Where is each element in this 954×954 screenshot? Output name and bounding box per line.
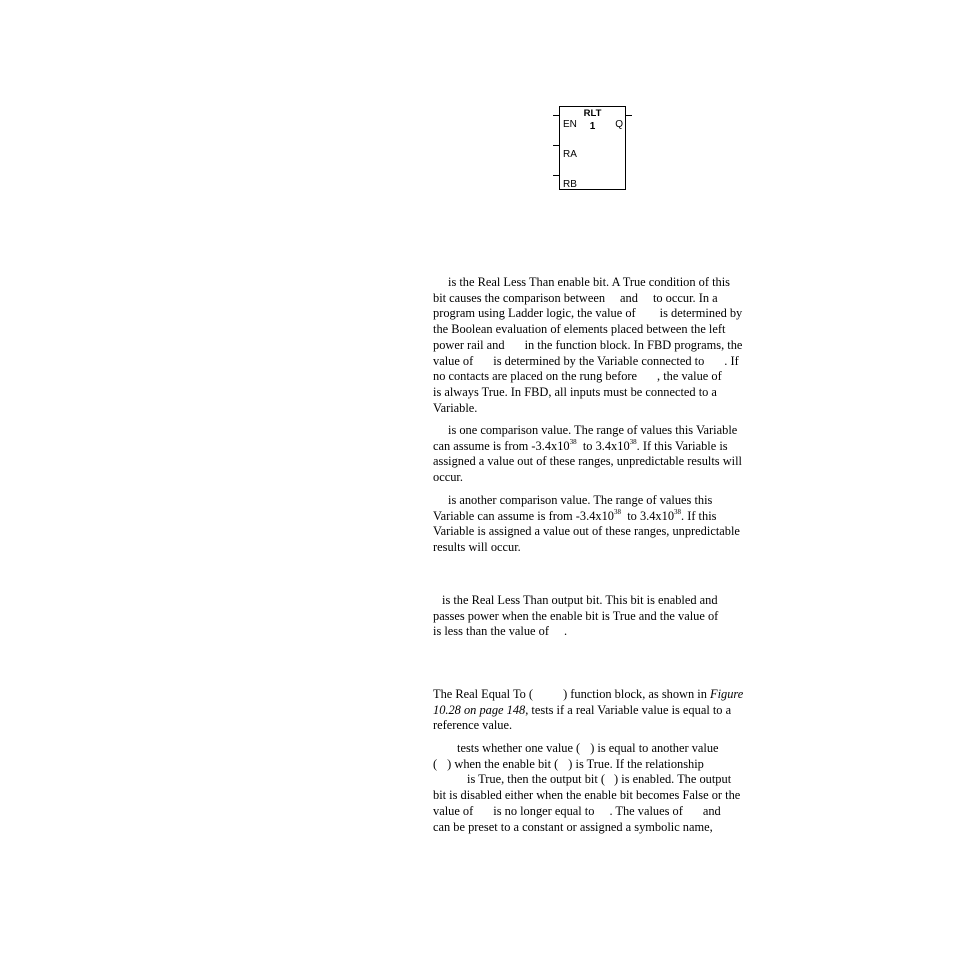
ra-description: is one comparison value. The range of values this Variable can assume is from $-3.4x10^{38}$ to $3.4x10^{38}$. If this Variable is assigned a value out of these ranges, unpredictable results will occur. bbox=[433, 423, 742, 485]
output-q-label: Q bbox=[615, 119, 623, 130]
input-ra-label: RA bbox=[563, 149, 577, 160]
block-title: RLT bbox=[583, 108, 602, 119]
en-description: is the Real Less Than enable bit. A True condition of this bit causes the comparison between and to occur. In a program using Ladder logic, the value of is determined by the Boolean evaluation of elements placed between the left power rail and in the function block. In FBD programs, the value of is determined by the Variable connected to . If no contacts are placed on the rung before , the value of is always True. In FBD, all inputs must be connected to a Variable. bbox=[433, 275, 743, 415]
rb-description: is another comparison value. The range of values this Variable can assume is from $-3.4x10^{38}$ to $3.4x10^{38}$. If this Variable is assigned a value out of these ranges, unpredictable results will occur. bbox=[433, 493, 740, 555]
rlt-function-block bbox=[559, 106, 626, 190]
q-pin bbox=[626, 115, 632, 116]
req-intro: The Real Equal To ( ) function block, as shown in Figure 10.28 on page 148, tests if a real Variable value is equal to a reference value. bbox=[433, 687, 744, 733]
en-pin bbox=[553, 115, 559, 116]
ra-pin bbox=[553, 145, 559, 146]
req-description: tests whether one value ( ) is equal to another value ( ) when the enable bit ( ) is True. If the relationship is True, then the output bit ( ) is enabled. The output bit is disabled either when the enable bit becomes False or the value of is no longer equal to . The values of and can be preset to a constant or assigned a symbolic name, bbox=[433, 741, 741, 834]
input-rb-label: RB bbox=[563, 179, 577, 190]
rb-pin bbox=[553, 175, 559, 176]
block-instance: 1 bbox=[589, 121, 596, 132]
input-en-label: EN bbox=[563, 119, 577, 130]
q-description: is the Real Less Than output bit. This bit is enabled and passes power when the enable bit is True and the value of is less than the value of . bbox=[433, 593, 719, 639]
